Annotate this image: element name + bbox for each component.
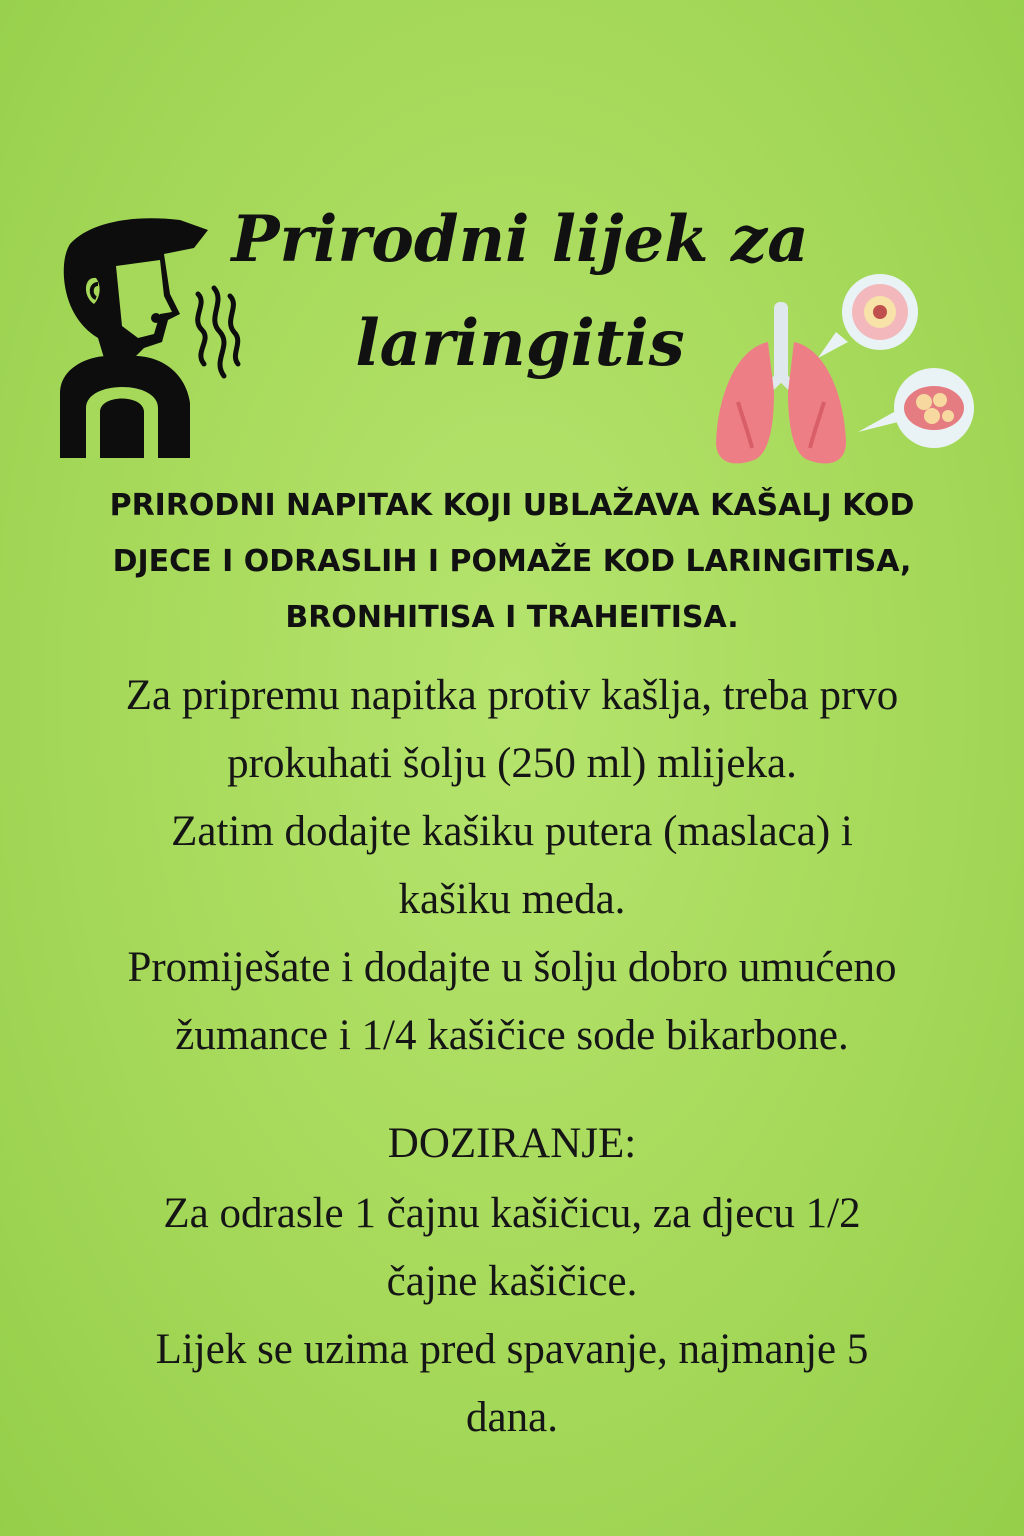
subtitle: PRIRODNI NAPITAK KOJI UBLAŽAVA KAŠALJ KOD DJECE I ODRASLIH I POMAŽE KOD LARINGITISA, BRONHITISA I TRAHEITISA.: [109, 488, 915, 635]
preparation-line: kašiku meda.: [398, 876, 626, 923]
dosage-line: čajne kašičice.: [386, 1258, 638, 1305]
preparation-line: prokuhati šolju (250 ml) mlijeka.: [227, 740, 797, 787]
preparation-line: Za pripremu napitka protiv kašlja, treba prvo: [125, 672, 899, 719]
dosage-text: [0, 1180, 1024, 1452]
dosage-line: Lijek se uzima pred spavanje, najmanje 5: [155, 1326, 869, 1373]
dosage-heading: DOZIRANJE:: [387, 1120, 637, 1167]
preparation-line: žumance i 1/4 kašičice sode bikarbone.: [175, 1012, 849, 1059]
page-title: Prirodni lijek za laringitis: [231, 202, 809, 381]
preparation-line: Zatim dodajte kašiku putera (maslaca) i: [171, 808, 853, 855]
preparation-text: [0, 662, 1024, 1070]
lungs-icon: [708, 272, 988, 482]
dosage-line: dana.: [466, 1394, 558, 1441]
preparation-line: Promiješate i dodajte u šolju dobro umućeno: [127, 944, 897, 991]
dosage-line: Za odrasle 1 čajnu kašičicu, za djecu 1/2: [163, 1190, 861, 1237]
